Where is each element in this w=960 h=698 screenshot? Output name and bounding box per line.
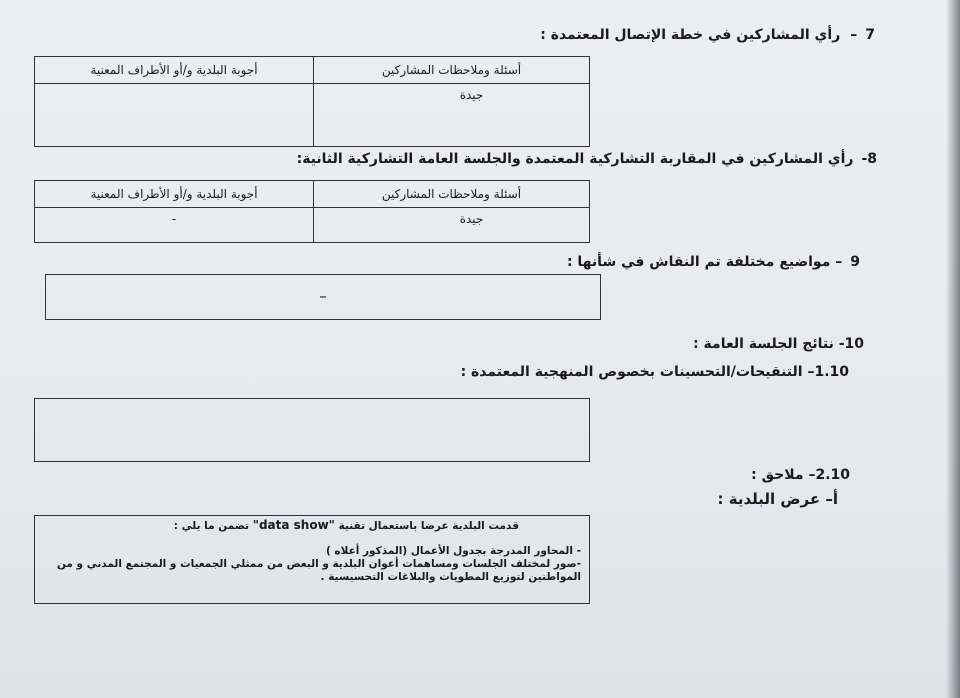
item-a-title: أ– عرض البلدية : [717,490,838,508]
section-9-box-text: – [319,287,327,306]
section-8-title: رأي المشاركين في المقاربة التشاركية المعتمدة والجلسة العامة التشاركية الثانية: [296,151,854,167]
notes-line-1: - المحاور المدرجة بجدول الأعمال (المذكور أعلاه ) [325,545,581,557]
section-8-heading [297,151,877,167]
cell-questions [314,208,590,243]
section-7-table [34,56,590,147]
cell-answers [35,84,314,147]
item-a-heading [718,490,838,508]
table-header-row [35,181,590,208]
section-9-box [45,274,601,320]
notes-intro-after: تضمن ما يلي : [173,520,250,532]
table-header-row [35,57,590,84]
section-10-1-box [34,398,590,462]
column-header-questions: أسئلة وملاحظات المشاركين [314,57,590,84]
section-10-heading [693,336,864,352]
page-edge-shadow [946,0,960,698]
notes-line-2: -صور لمختلف الجلسات ومساهمات أعوان البلدية و البعض من ممثلي الجمعيات و المجتمع المدني و من المواطنين لتوزيع المطويات والبلاغات التحسيسية . [56,558,581,583]
notes-intro [41,519,519,533]
section-10-2-heading [751,467,850,483]
notes-intro-before: قدمت البلدية عرضا باستعمال تقنية [338,520,519,532]
cell-questions [314,84,590,147]
section-9-number: 9 [850,254,860,270]
section-9-heading [567,254,860,270]
section-10-2-title: 2.10– ملاحق : [751,467,850,483]
column-header-answers: أجوبة البلدية و/أو الأطراف المعنية [35,181,314,208]
section-8-number: 8- [861,151,877,167]
section-7-title: رأي المشاركين في خطة الإتصال المعتمدة : [540,27,841,43]
section-10-1-title: 1.10– التنقيحات/التحسينات بخصوص المنهجية المعتمدة : [460,364,849,380]
cell-questions-text: جيدة [459,88,484,102]
table-row [35,208,590,243]
cell-questions-text: جيدة [459,212,484,226]
cell-answers-text [35,84,313,88]
section-10-1-heading [461,364,849,380]
column-header-answers: أجوبة البلدية و/أو الأطراف المعنية [35,57,314,84]
section-7-number: 7 [865,27,875,43]
section-10-title: 10- نتائج الجلسة العامة : [693,336,864,352]
section-7-heading [540,27,875,43]
section-8-table [34,180,590,243]
notes-intro-latin: "data show" [252,518,335,532]
column-header-questions: أسئلة وملاحظات المشاركين [314,181,590,208]
table-row [35,84,590,147]
section-9-title: – مواضيع مختلفة تم النقاش في شأنها : [566,254,843,270]
section-7-dash: – [850,27,858,43]
presentation-notes-box [34,515,590,604]
cell-answers [35,208,314,243]
cell-answers-text: - [171,212,177,226]
